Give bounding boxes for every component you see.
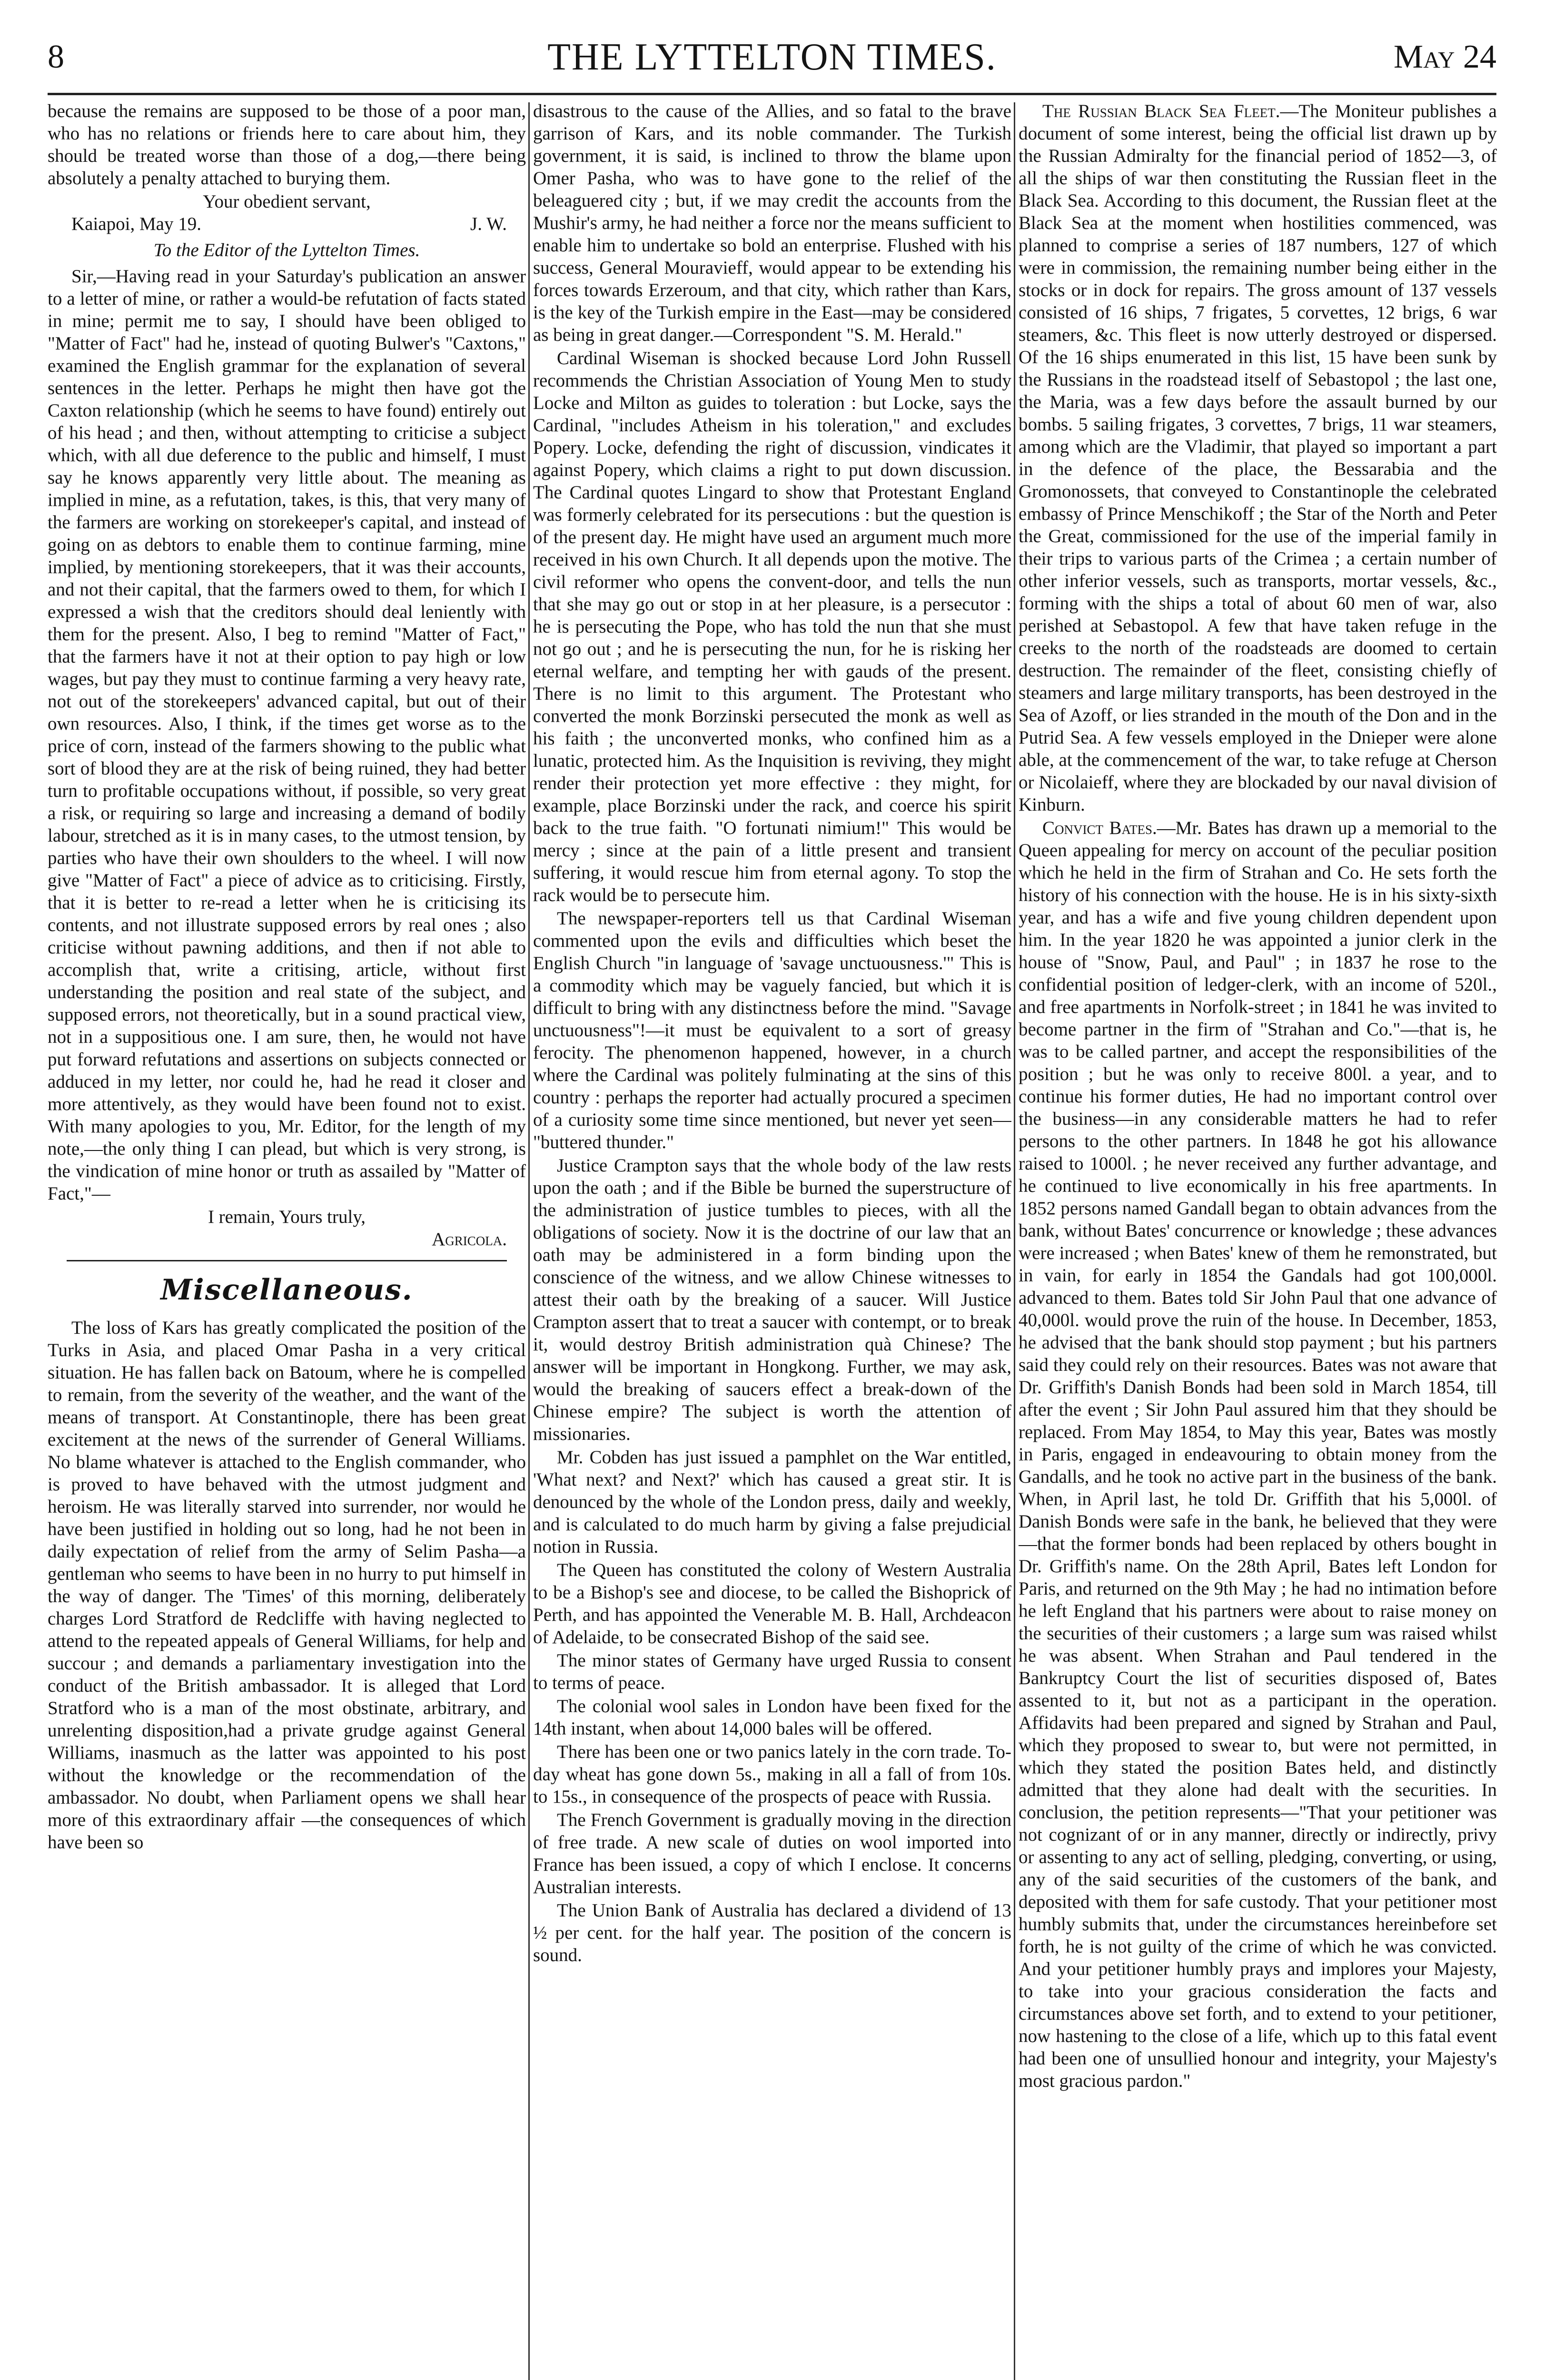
article-paragraph: The Union Bank of Australia has declared a dividend of 13 ½ per cent. for the half year. The position of the concern is sound. [533,1900,1011,1965]
convict-body: —Mr. Bates has drawn up a memorial to the Queen appealing for mercy on account of the peculiar position which he held in the firm of Strahan and Co. He sets forth the history of his connection with the house. He is in his sixty-sixth year, and has a wife and five young children dependent upon him. In the year 1820 he was appointed a junior clerk in the house of "Snow, Paul, and Paul" ; in 1837 he rose to the confidential position of ledger-clerk, with an income of 520l., and free apartments in Norfolk-street ; in 1841 he was invited to become partner in the firm of "Strahan and Co."—that is, he was to be called partner, and accept the responsibilities of the position ; but he was only to receive 800l. a year, and to continue his former duties, He had no important control over the business—in any considerable matters he had to refer persons to the other partners. In 1848 he got his allowance raised to 1000l. ; he never received any further advantage, and he continued to live economically in his free apartments. In 1852 persons named Gandall began to obtain advances from the bank, without Bates' concurrence or knowledge ; these advances were increased ; when Bates' knew of them he remonstrated, but in vain, for early in 1854 the Gandals had got 100,000l. advanced to them. Bates told Sir John Paul that one advance of 40,000l. would prove the ruin of the house. In December, 1853, he advised that the bank should stop payment ; but his partners said they could rely on their resources. Bates was not aware that Dr. Griffith's Danish Bonds had been sold in March 1854, till after the event ; Sir John Paul assured him that they should be replaced. From May 1854, to May this year, Bates was mostly in Paris, engaged in endeavouring to obtain money from the Gandalls, and he took no active part in the business of the bank. When, in April last, he told Dr. Griffith that his 5,000l. of Danish Bonds were safe in the bank, he believed that they were—that the former bonds had been replaced by others bought in Dr. Griffith's name. On the 28th April, Bates left London for Paris, and returned on the 9th May ; he had no intimation before he left England that his partners were about to raise money on the securities of their customers ; a large sum was raised whilst he was absent. When Strahan and Paul tendered in the Bankruptcy Court the list of securities disposed of, Bates assented to it, but not as a participant in the operation. Affidavits had been prepared and signed by Strahan and Paul, which they proposed to swear to, but were not permitted, in which they stated the position Bates held, and distinctly admitted that they alone had dealt with the securities. In conclusion, the petition represents—"That your petitioner was not cognizant of or in any manner, directly or indirectly, privy or assenting to any act of selling, pledging, converting, or using, any of the said securities of the customers of the bank, and deposited with them for safe custody. That your petitioner most humbly submits that, under the circumstances hereinbefore set forth, he is not guilty of the crime of which he was convicted. And your petitioner humbly prays and implores your Majesty, to take into your gracious consideration the facts and circumstances above set forth, and to extend to your petitioner, now hastening to the close of a life, which up to this fatal event had been one of unsullied honour and integrity, your Majesty's most gracious pardon." [1019,818,1497,2091]
column-2 [533,100,1011,2380]
issue-date: May 24 [1393,39,1496,75]
article-paragraph: Mr. Cobden has just issued a pamphlet on the War entitled, 'What next? and Next?' which has caused a great stir. It is denounced by the whole of the London press, daily and weekly, and is calculated to do much harm by giving a false prejudicial notion in Russia. [533,1447,1011,1557]
letter2-signature: Agricola. [432,1229,507,1250]
letter2-heading: To the Editor of the Lyttelton Times. [153,240,420,260]
column-3 [1019,100,1497,2380]
letter2-body: Sir,—Having read in your Saturday's publication an answer to a letter of mine, or rather a would-be refutation of facts stated in mine; permit me to say, I should have been obliged to "Matter of Fact" had he, instead of quoting Bulwer's "Caxtons," examined the English grammar for the explanation of several sentences in the letter. Perhaps he might then have got the Caxton relationship (which he seems to have found) entirely out of his head ; and then, without attempting to criticise a subject which, with all due deference to the public and himself, I must say he knows apparently very little about. The meaning as implied in mine, as a refutation, takes, is this, that very many of the farmers are working on storekeeper's capital, and instead of going on as debtors to enable them to continue farming, mine implied, by mentioning storekeepers, that it was their accounts, and not their capital, that the farmers owed to them, for which I expressed a wish that the creditors should deal leniently with them for the present. Also, I beg to remind "Matter of Fact," that the farmers have it not at their option to pay high or low wages, but pay they must to continue farming a very heavy rate, not out of the storekeepers' advanced capital, but out of their own resources. Also, I think, if the times get worse as to the price of corn, instead of the farmers showing to the public what sort of blood they are at the risk of being ruined, they had better turn to profitable occupations without, if possible, so very great a risk, or requiring so large and increasing a demand of bodily labour, stretched as it is in many cases, to the utmost tension, by parties who have their own shoulders to the wheel. I will now give "Matter of Fact" a piece of advice as to criticising. Firstly, that it is better to re-read a letter when he is criticising its contents, and not illustrate supposed errors by real ones ; also criticise without pawning additions, and then if not able to accomplish that, write a critising, article, without first understanding the position and real state of the subject, and supposed errors, not theoretically, but in a sound practical view, not in a suppositious one. I am sure, then, he would not have put forward refutations and assertions on subjects connected or adduced in my letter, nor could he, had he read it closer and more attentively, as they would have been found not to exist. With many apologies to you, Mr. Editor, for the length of my note,—the only thing I can plead, but which is very strong, is the vindication of mine honor or truth as assailed by "Matter of Fact,"— [48,266,526,1204]
article-paragraph: The colonial wool sales in London have been fixed for the 14th instant, when about 14,000 bales will be offered. [533,1696,1011,1739]
page-number: 8 [48,39,64,75]
letter1-signature-line [48,213,526,235]
article-paragraph: The newspaper-reporters tell us that Cardinal Wiseman commented upon the evils and difficulties which beset the English Church "in language of 'savage unctuousness.'" This is a commodity which may be vaguely fancied, but which it is difficult to bring with any distinctness before the mind. "Savage unctuousness"!—it must be equivalent to a sort of greasy ferocity. The phenomenon happened, however, in a church where the Cardinal was politely fulminating at the sins of this country : perhaps the reporter had actually procured a specimen of a curiosity some time since mentioned, but never yet seen— "buttered thunder." [533,908,1011,1152]
letter1-closing: Your obedient servant, [203,191,371,212]
article-paragraph: Justice Crampton says that the whole body of the law rests upon the oath ; and if the Bible be burned the superstructure of the administration of justice tumbles to pieces, with all the obligations of society. Now it is the doctrine of our law that an oath may be administered in a form binding upon the conscience of the witness, and we allow Chinese witnesses to attest their oath by the breaking of a saucer. Will Justice Crampton assert that to treat a saucer with contempt, or to break it, would destroy British administration quà Chinese? The answer will be important in Hongkong. Further, we may ask, would the breaking of saucers effect a break-down of the Chinese empire? The subject is worth the attention of missionaries. [533,1155,1011,1444]
letter1-initials: J. W. [470,214,507,234]
article-paragraph: The French Government is gradually moving in the direction of free trade. A new scale of duties on wool imported into France has been issued, a copy of which I enclose. It concerns Australian interests. [533,1810,1011,1897]
fleet-body: —The Moniteur publishes a document of some interest, being the official list drawn up by the Russian Admiralty for the financial period of 1852—3, of all the ships of war then constituting the Russian fleet in the Black Sea. According to this document, the Russian fleet at the Black Sea at the moment when hostilities commenced, was planned to comprise a series of 187 numbers, 127 of which were in commission, the remaining number being either in the stocks or in dock for repairs. The gross amount of 137 vessels consisted of 16 ships, 7 frigates, 5 corvettes, 12 brigs, 6 war steamers, &c. This fleet is now utterly destroyed or dispersed. Of the 16 ships enumerated in this list, 15 have been sunk by the Russians in the roadstead itself of Sebastopol ; the last one, the Maria, was a few days before the assault burned by our bombs. 5 sailing frigates, 3 corvettes, 7 brigs, 11 war steamers, among which are the Vladimir, that played so important a part in the defence of the place, the Bessarabia and the Gromonossets, that conveyed to Constantinople the celebrated embassy of Prince Menschikoff ; the Star of the North and Peter the Great, commissioned for the use of the imperial family in their trips to various parts of the Crimea ; a certain number of other inferior vessels, such as transports, mortar vessels, &c., forming with the ships a total of about 60 men of war, also perished at Sebastopol. A few that have taken refuge in the creeks to the north of the roadsteads are doomed to certain destruction. The remainder of the fleet, consisting chiefly of steamers and large military transports, has been destroyed in the Sea of Azoff, or lies stranded in the mouth of the Don and in the Putrid Sea. A few vessels employed in the Dnieper were alone able, at the commencement of the war, to take refuge at Cherson or Nicolaieff, where they are blockaded by our naval division of Kinburn. [1019,101,1497,815]
column-divider-2 [1014,102,1015,2380]
article-paragraph: There has been one or two panics lately in the corn trade. To-day wheat has gone down 5s., making in all a fall of from 10s. to 15s., in consequence of the prospects of peace with Russia. [533,1742,1011,1807]
article-paragraph: disastrous to the cause of the Allies, and so fatal to the brave garrison of Kars, and its noble commander. The Turkish government, it is said, is inclined to throw the blame upon Omer Pasha, who was to have gone to the relief of the beleaguered city ; but, if we may credit the accounts from the Mushir's army, he had neither a force nor the means sufficient to enable him to undertake so bold an enterprise. Flushed with his success, General Mouravieff, would appear to be extending his forces towards Erzeroum, and that city, which rather than Kars, is the key of the Turkish empire in the East—may be considered as being in great danger.—Correspondent "S. M. Herald." [533,101,1011,345]
letter2-closing: I remain, Yours truly, [208,1207,366,1227]
convict-article [1019,817,1497,2092]
article-paragraph: The minor states of Germany have urged Russia to consent to terms of peace. [533,1650,1011,1693]
convict-lead: Convict Bates. [1042,818,1157,838]
fleet-article [1019,100,1497,816]
column-divider-1 [528,102,530,2380]
article-paragraph: Cardinal Wiseman is shocked because Lord John Russell recommends the Christian Association of Young Men to study Locke and Milton as guides to toleration : but Locke, says the Cardinal, "includes Atheism in his toleration," and excludes Popery. Locke, defending the right of discussion, vindicates it against Popery, which claims a right to put down discussion. The Cardinal quotes Lingard to show that Protestant England was formerly celebrated for its persecutions : but the question is of the present day. He might have used an argument much more received in his own Church. It all depends upon the motive. The civil reformer who opens the convent-door, and tells the nun that she may go out or stop in at her pleasure, is a persecutor : he is persecuting the Pope, who has told the nun that she must not go out ; and he is persecuting the nun, for he is risking her eternal welfare, and tempting her with gauds of the present. There is no limit to this argument. The Protestant who converted the monk Borzinski persecuted the monk as well as his faith ; the unconverted monks, who confined him as a lunatic, protected him. As the Inquisition is reviving, they might render their protection yet more effective : they might, for example, place Borzinski under the rack, and coerce his spirit back to the true faith. "O fortunati nimium!" This would be mercy ; since at the pain of a little present and transient suffering, it would rescue him from eternal agony. To stop the rack would be to persecute him. [533,348,1011,905]
letter1-end: because the remains are supposed to be those of a poor man, who has no relations or friends here to care about him, they should be treated worse than those of a dog,—there being absolutely a penalty attached to burying them. [48,101,526,188]
miscellaneous-heading: Miscellaneous. [160,1273,413,1307]
masthead [48,29,1496,86]
letter1-place: Kaiapoi, May 19. [71,214,201,234]
masthead-rule [48,93,1496,95]
newspaper-title: THE LYTTELTON TIMES. [547,36,997,78]
kars-article: The loss of Kars has greatly complicated the position of the Turks in Asia, and placed Omar Pasha in a very critical situation. He has fallen back on Batoum, where he is compelled to remain, from the severity of the weather, and the want of the means of transport. At Constantinople, there has been great excitement at the news of the surrender of General Williams. No blame whatever is attached to the English commander, who is proved to have behaved with the utmost judgment and heroism. He was literally starved into surrender, nor would he have been justified in holding out so long, had he not been in daily expectation of relief from the army of Selim Pasha—a gentleman who seems to have been in no hurry to put himself in the way of danger. The 'Times' of this morning, deliberately charges Lord Stratford de Redcliffe with having neglected to attend to the repeated appeals of General Williams, for help and succour ; and demands a parliamentary investigation into the conduct of the British ambassador. It is alleged that Lord Stratford who is a man of the most obstinate, arbitrary, and unrelenting disposition,had a private grudge against General Williams, inasmuch as the latter was appointed to his post without the knowledge or the recommendation of the ambassador. No doubt, when Parliament opens we shall hear more of this extraordinary affair —the consequences of which have been so [48,1318,526,1853]
article-paragraph: The Queen has constituted the colony of Western Australia to be a Bishop's see and diocese, to be called the Bishoprick of Perth, and has appointed the Venerable M. B. Hall, Archdeacon of Adelaide, to be consecrated Bishop of the said see. [533,1560,1011,1647]
fleet-lead: The Russian Black Sea Fleet. [1042,101,1280,121]
section-rule [67,1260,507,1261]
column-1 [48,100,526,2380]
